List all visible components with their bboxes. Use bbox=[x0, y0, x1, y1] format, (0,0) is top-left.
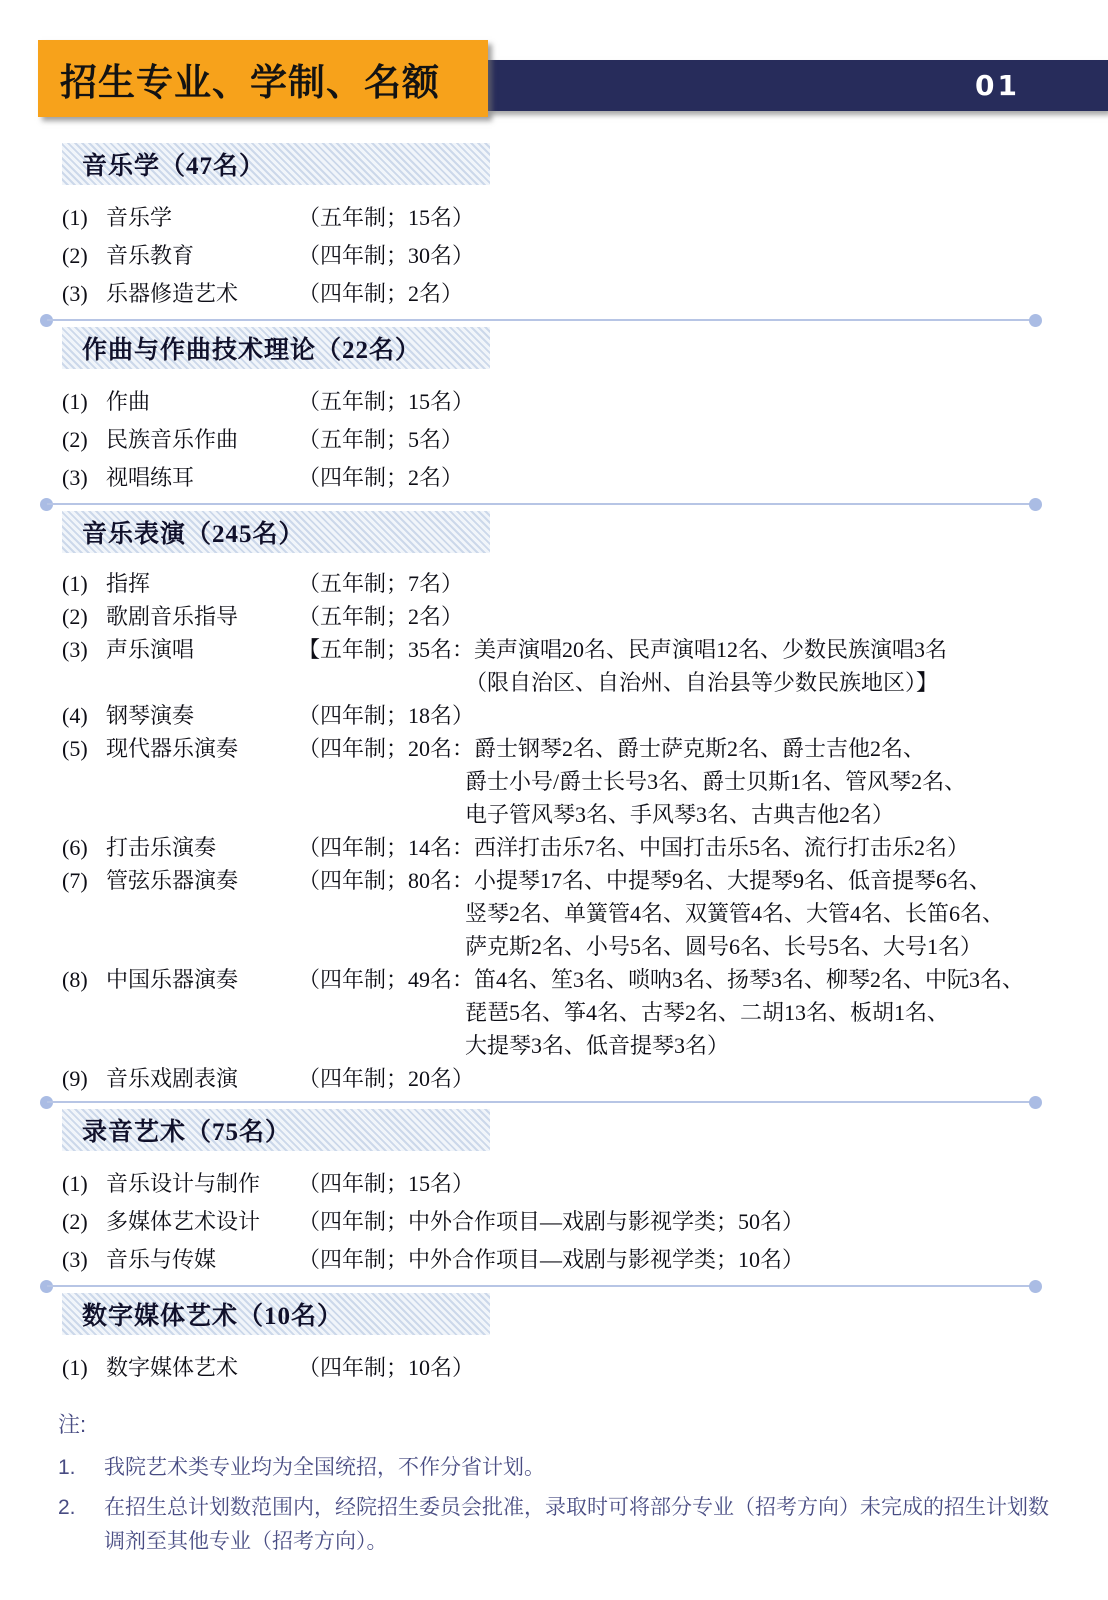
major-number: (2) bbox=[62, 604, 88, 629]
major-name: 作曲 bbox=[106, 389, 151, 414]
major-row bbox=[62, 1241, 1054, 1279]
section bbox=[62, 327, 1054, 497]
major-row bbox=[62, 633, 1054, 699]
section-header bbox=[62, 511, 490, 553]
major-detail bbox=[298, 275, 1054, 313]
major-row bbox=[62, 275, 1054, 313]
detail-line: 萨克斯2名、小号5名、圆号6名、长号5名、大号1名） bbox=[465, 934, 983, 959]
detail-line: （四年制；中外合作项目—戏剧与影视学类；10名） bbox=[298, 1247, 805, 1272]
major-name: 音乐教育 bbox=[106, 243, 195, 268]
major-name: 乐器修造艺术 bbox=[106, 281, 239, 306]
detail-line: 电子管风琴3名、手风琴3名、古典吉他2名） bbox=[465, 802, 895, 827]
header-bar bbox=[486, 60, 1108, 111]
major-number: (4) bbox=[62, 703, 88, 728]
major-name: 歌剧音乐指导 bbox=[106, 604, 239, 629]
major-name: 声乐演唱 bbox=[106, 637, 195, 662]
major-row bbox=[62, 1203, 1054, 1241]
major-row bbox=[62, 864, 1054, 963]
major-row bbox=[62, 1165, 1054, 1203]
section-divider bbox=[40, 315, 1042, 325]
section-header bbox=[62, 143, 490, 185]
detail-line: （四年制；15名） bbox=[298, 1171, 475, 1196]
major-detail bbox=[298, 459, 1054, 497]
major-number: (1) bbox=[62, 205, 88, 230]
major-name: 音乐设计与制作 bbox=[106, 1171, 261, 1196]
section bbox=[62, 511, 1054, 1095]
note-text: 我院艺术类专业均为全国统招，不作分省计划。 bbox=[104, 1456, 545, 1479]
detail-line: 爵士小号/爵士长号3名、爵士贝斯1名、管风琴2名、 bbox=[465, 769, 967, 794]
major-number: (3) bbox=[62, 465, 88, 490]
major-detail bbox=[298, 864, 1054, 963]
major-number: (7) bbox=[62, 868, 88, 893]
major-name: 指挥 bbox=[106, 571, 151, 596]
major-name: 多媒体艺术设计 bbox=[106, 1209, 261, 1234]
major-detail bbox=[298, 600, 1054, 633]
divider-dot-icon bbox=[1029, 314, 1042, 327]
detail-line: 【五年制；35名：美声演唱20名、民声演唱12名、少数民族演唱3名 bbox=[298, 637, 948, 662]
major-detail bbox=[298, 831, 1054, 864]
major-number: (8) bbox=[62, 967, 88, 992]
detail-line: （四年制；2名） bbox=[298, 465, 464, 490]
major-row bbox=[62, 199, 1054, 237]
section-header bbox=[62, 1109, 490, 1151]
major-name: 音乐与传媒 bbox=[106, 1247, 217, 1272]
note-number: 1. bbox=[58, 1456, 76, 1479]
major-name: 钢琴演奏 bbox=[106, 703, 195, 728]
major-row bbox=[62, 383, 1054, 421]
detail-line: （五年制；5名） bbox=[298, 427, 464, 452]
detail-line: （四年制；30名） bbox=[298, 243, 475, 268]
major-number: (1) bbox=[62, 389, 88, 414]
major-row bbox=[62, 421, 1054, 459]
major-number: (3) bbox=[62, 637, 88, 662]
major-row bbox=[62, 237, 1054, 275]
major-name: 打击乐演奏 bbox=[106, 835, 217, 860]
major-number: (9) bbox=[62, 1066, 88, 1091]
major-name: 视唱练耳 bbox=[106, 465, 195, 490]
detail-line: 竖琴2名、单簧管4名、双簧管4名、大管4名、长笛6名、 bbox=[465, 901, 1005, 926]
section bbox=[62, 1293, 1054, 1387]
major-detail bbox=[298, 963, 1054, 1062]
section-divider bbox=[40, 1281, 1042, 1291]
major-number: (6) bbox=[62, 835, 88, 860]
detail-line: （四年制；中外合作项目—戏剧与影视学类；50名） bbox=[298, 1209, 805, 1234]
major-detail bbox=[298, 699, 1054, 732]
note-number: 2. bbox=[58, 1496, 76, 1519]
major-number: (2) bbox=[62, 243, 88, 268]
divider-line bbox=[47, 503, 1035, 505]
major-detail bbox=[298, 732, 1054, 831]
divider-dot-icon bbox=[1029, 1280, 1042, 1293]
page-number: 01 bbox=[975, 69, 1020, 102]
detail-line: （五年制；15名） bbox=[298, 205, 475, 230]
divider-line bbox=[47, 319, 1035, 321]
detail-line: （四年制；80名：小提琴17名、中提琴9名、大提琴9名、低音提琴6名、 bbox=[298, 868, 992, 893]
major-name: 中国乐器演奏 bbox=[106, 967, 239, 992]
detail-line: （四年制；18名） bbox=[298, 703, 475, 728]
section-divider bbox=[40, 499, 1042, 509]
divider-line bbox=[47, 1285, 1035, 1287]
section bbox=[62, 143, 1054, 313]
major-detail bbox=[298, 199, 1054, 237]
section-title: 音乐学（47名） bbox=[82, 153, 266, 180]
major-name: 音乐学 bbox=[106, 205, 173, 230]
major-detail bbox=[298, 633, 1054, 699]
divider-dot-icon bbox=[1029, 1096, 1042, 1109]
major-row bbox=[62, 459, 1054, 497]
section-title: 作曲与作曲技术理论（22名） bbox=[82, 337, 422, 364]
section-title: 录音艺术（75名） bbox=[82, 1119, 292, 1146]
major-number: (2) bbox=[62, 1209, 88, 1234]
major-detail bbox=[298, 1349, 1054, 1387]
section-divider bbox=[40, 1097, 1042, 1107]
detail-line: （四年制；10名） bbox=[298, 1355, 475, 1380]
detail-line: （四年制；20名：爵士钢琴2名、爵士萨克斯2名、爵士吉他2名、 bbox=[298, 736, 926, 761]
section-header bbox=[62, 327, 490, 369]
major-number: (3) bbox=[62, 1247, 88, 1272]
major-name: 音乐戏剧表演 bbox=[106, 1066, 239, 1091]
major-detail bbox=[298, 567, 1054, 600]
detail-line: （五年制；15名） bbox=[298, 389, 475, 414]
notes-block bbox=[58, 1408, 1058, 1565]
major-detail bbox=[298, 237, 1054, 275]
major-row bbox=[62, 1349, 1054, 1387]
notes-label: 注: bbox=[58, 1412, 87, 1437]
divider-line bbox=[47, 1101, 1035, 1103]
major-number: (1) bbox=[62, 571, 88, 596]
major-detail bbox=[298, 1165, 1054, 1203]
section-title: 数字媒体艺术（10名） bbox=[82, 1303, 344, 1330]
detail-line: （四年制；49名：笛4名、笙3名、唢呐3名、扬琴3名、柳琴2名、中阮3名、 bbox=[298, 967, 1025, 992]
major-detail bbox=[298, 1241, 1054, 1279]
major-name: 民族音乐作曲 bbox=[106, 427, 239, 452]
detail-line: （四年制；2名） bbox=[298, 281, 464, 306]
section-rows bbox=[62, 1349, 1054, 1387]
detail-line: （四年制；20名） bbox=[298, 1066, 475, 1091]
detail-line: 琵琶5名、筝4名、古琴2名、二胡13名、板胡1名、 bbox=[465, 1000, 950, 1025]
detail-line: （五年制；7名） bbox=[298, 571, 464, 596]
note-item bbox=[58, 1491, 1058, 1559]
major-number: (3) bbox=[62, 281, 88, 306]
detail-line: （四年制；14名：西洋打击乐7名、中国打击乐5名、流行打击乐2名） bbox=[298, 835, 970, 860]
major-number: (1) bbox=[62, 1355, 88, 1380]
major-row bbox=[62, 699, 1054, 732]
major-detail bbox=[298, 383, 1054, 421]
section-rows bbox=[62, 1165, 1054, 1279]
page-title: 招生专业、学制、名额 bbox=[60, 61, 440, 103]
note-item bbox=[58, 1451, 1058, 1485]
detail-line: 大提琴3名、低音提琴3名） bbox=[465, 1033, 730, 1058]
major-detail bbox=[298, 1062, 1054, 1095]
note-text: 在招生总计划数范围内，经院招生委员会批准，录取时可将部分专业（招考方向）未完成的招生计划数调剂至其他专业（招考方向）。 bbox=[104, 1496, 1049, 1553]
major-row bbox=[62, 963, 1054, 1062]
section-title: 音乐表演（245名） bbox=[82, 521, 305, 548]
major-name: 管弦乐器演奏 bbox=[106, 868, 239, 893]
major-name: 数字媒体艺术 bbox=[106, 1355, 239, 1380]
notes-list bbox=[58, 1451, 1058, 1559]
section-rows bbox=[62, 567, 1054, 1095]
section bbox=[62, 1109, 1054, 1279]
detail-line: （五年制；2名） bbox=[298, 604, 464, 629]
major-row bbox=[62, 567, 1054, 600]
major-row bbox=[62, 831, 1054, 864]
major-row bbox=[62, 732, 1054, 831]
divider-dot-icon bbox=[1029, 498, 1042, 511]
detail-line: （限自治区、自治州、自治县等少数民族地区）】 bbox=[465, 670, 939, 695]
major-detail bbox=[298, 421, 1054, 459]
major-row bbox=[62, 1062, 1054, 1095]
major-row bbox=[62, 600, 1054, 633]
section-rows bbox=[62, 383, 1054, 497]
major-name: 现代器乐演奏 bbox=[106, 736, 239, 761]
sections-container bbox=[62, 143, 1054, 1387]
page-title-banner bbox=[38, 40, 488, 117]
major-detail bbox=[298, 1203, 1054, 1241]
section-header bbox=[62, 1293, 490, 1335]
major-number: (1) bbox=[62, 1171, 88, 1196]
section-rows bbox=[62, 199, 1054, 313]
major-number: (5) bbox=[62, 736, 88, 761]
major-number: (2) bbox=[62, 427, 88, 452]
